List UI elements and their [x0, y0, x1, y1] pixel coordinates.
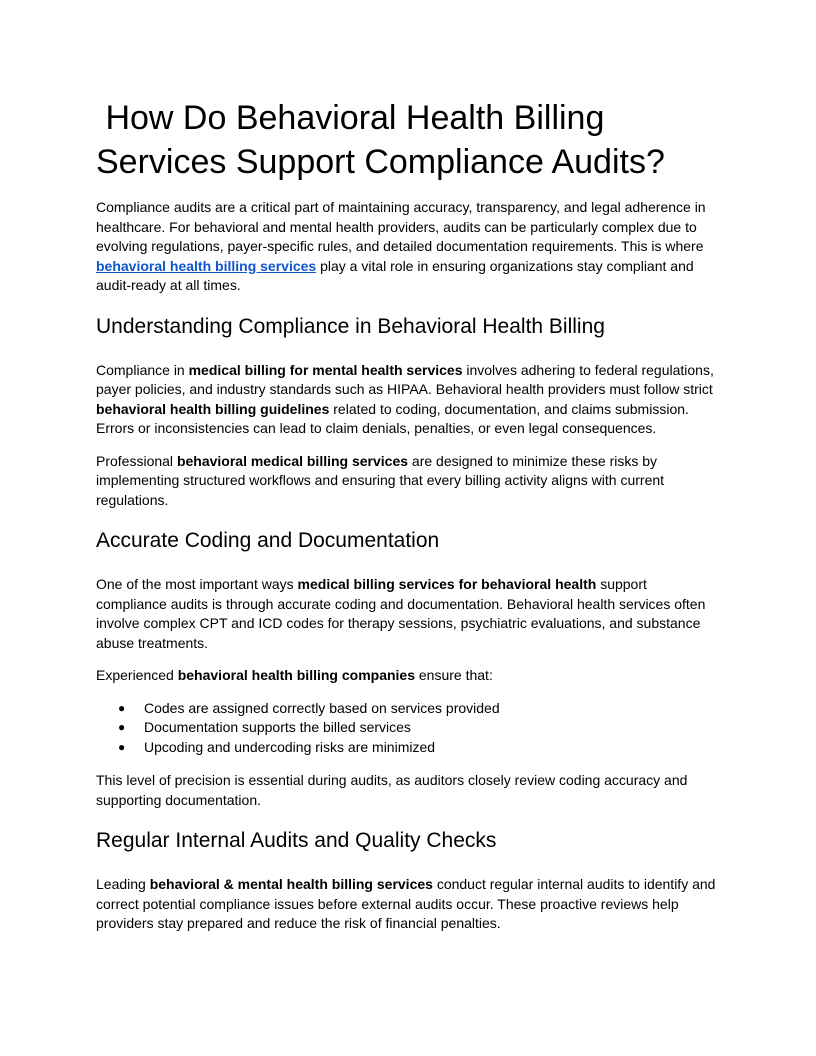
- list-item: ● Codes are assigned correctly based on services provided: [96, 699, 720, 719]
- document-page: [96, 96, 720, 947]
- bullet-icon: ●: [118, 720, 126, 734]
- page-title-line2: Services Support Compliance Audits?: [96, 143, 665, 181]
- list-item: ● Upcoding and undercoding risks are minimized: [96, 738, 720, 758]
- bullet-list: [96, 699, 720, 758]
- section2-paragraph2: Experienced behavioral health billing companies ensure that:: [96, 667, 493, 683]
- bullet-icon: ●: [118, 739, 126, 754]
- section2-paragraph3: This level of precision is essential during audits, as auditors closely review coding accuracy and supporting documentation.: [96, 772, 688, 808]
- page-title: [96, 96, 720, 184]
- behavioral-health-billing-services-link[interactable]: behavioral health billing services: [96, 257, 317, 274]
- list-item: ● Documentation supports the billed services: [96, 718, 720, 738]
- bullet-icon: ●: [118, 700, 126, 715]
- section3-paragraph1: Leading behavioral & mental health billing services conduct regular internal audits to identify and correct potential compliance issues before external audits occur. These proactive reviews help providers stay prepared and reduce the risk of financial penalties.: [96, 876, 716, 931]
- page-title-line1: How Do Behavioral Health Billing: [105, 99, 605, 137]
- section2-paragraph1: One of the most important ways medical billing services for behavioral health support compliance audits is through accurate coding and documentation. Behavioral health services often involve complex CPT and ICD codes for therapy sessions, psychiatric evaluations, and substance abuse treatments.: [96, 576, 706, 651]
- intro-paragraph: Compliance audits are a critical part of maintaining accuracy, transparency, and legal adherence in healthcare. For behavioral and mental health providers, audits can be particularly complex due to evolving regulations, payer-specific rules, and detailed documentation requirements. This is where behavioral health billing services play a vital role in ensuring organizations stay compliant and audit-ready at all times.: [96, 199, 706, 293]
- section-heading-internal-audits: Regular Internal Audits and Quality Checks: [96, 829, 497, 852]
- section-heading-understanding-compliance: Understanding Compliance in Behavioral Health Billing: [96, 314, 605, 338]
- section1-paragraph1: Compliance in medical billing for mental health services involves adhering to federal regulations, payer policies, and industry standards such as HIPAA. Behavioral health providers must follow strict behavioral health billing guidelines related to coding, documentation, and claims submission. Errors or inconsistencies can lead to claim denials, penalties, or even legal consequences.: [96, 361, 714, 436]
- section-heading-accurate-coding: Accurate Coding and Documentation: [96, 529, 440, 552]
- section1-paragraph2: Professional behavioral medical billing services are designed to minimize these risks by implementing structured workflows and ensuring that every billing activity aligns with current regulations.: [96, 452, 665, 508]
